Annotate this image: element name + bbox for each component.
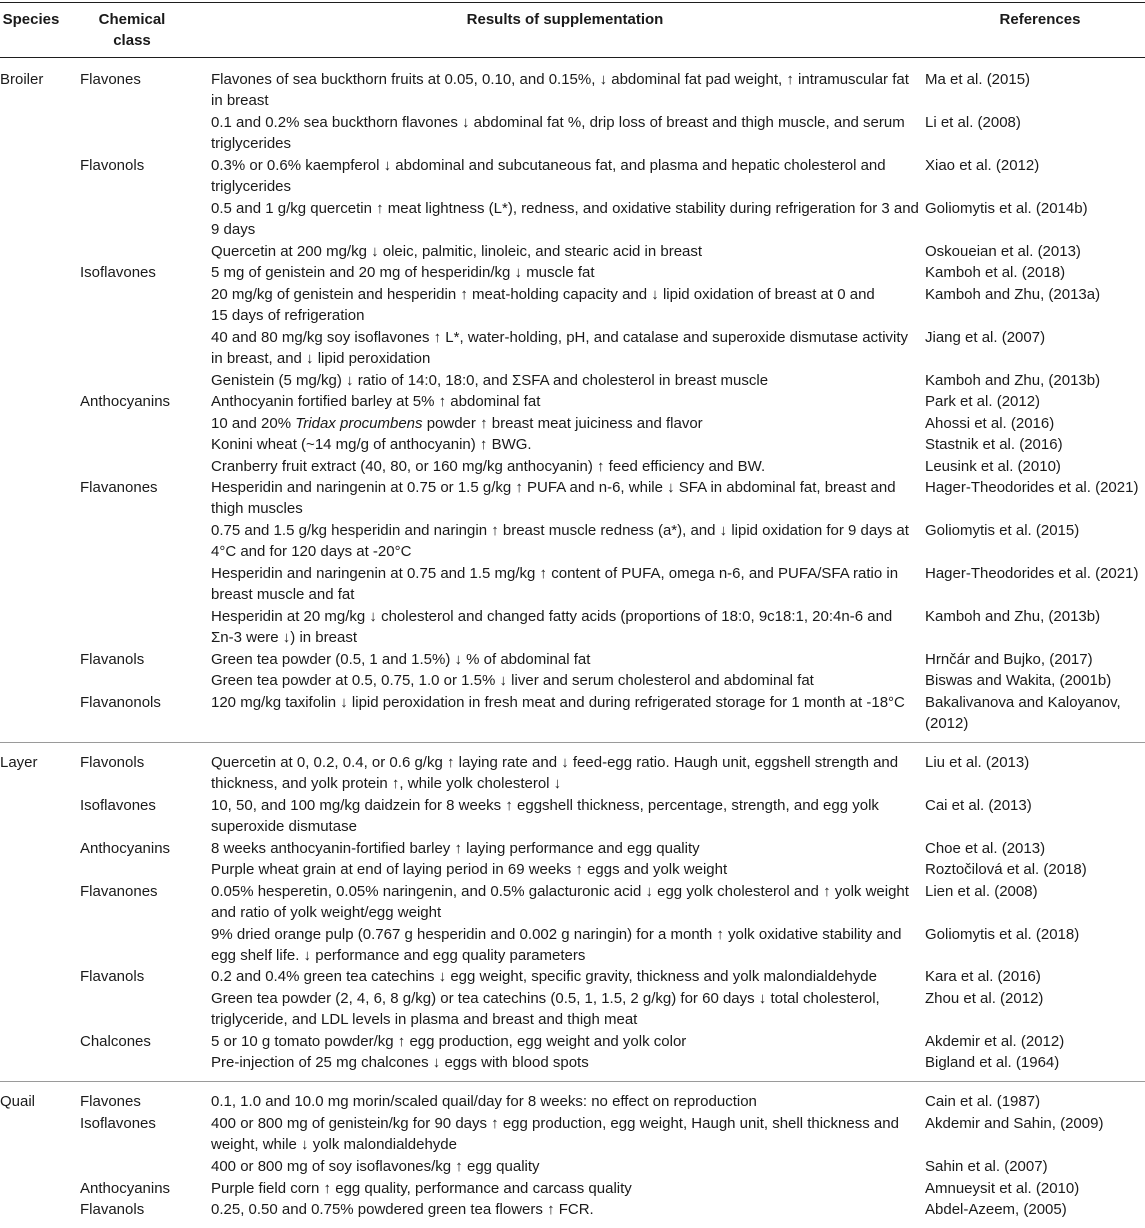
result-text-line: 40 and 80 mg/kg soy isoflavones ↑ L*, water-holding, pH, and catalase and superoxide dismutase activity (211, 329, 909, 346)
result-text-line: 5 or 10 g tomato powder/kg ↑ egg production, egg weight and yolk color (211, 1033, 687, 1050)
chemical-class-cell: Chalcones (80, 1033, 151, 1050)
result-text-line: Hesperidin and naringenin at 0.75 and 1.5 mg/kg ↑ content of PUFA, omega n-6, and PUFA/SFA ratio in (211, 565, 899, 582)
reference-cell: Goliomytis et al. (2015) (925, 522, 1080, 539)
species-separator-rule (0, 742, 1145, 743)
result-text-line: and ratio of yolk weight/egg weight (211, 904, 442, 922)
chemical-class-cell: Flavanols (80, 968, 145, 985)
result-text-line: superoxide dismutase (211, 818, 357, 836)
reference-cell: Hager-Theodorides et al. (2021) (925, 479, 1139, 496)
reference-cell: (2012) (925, 715, 969, 733)
reference-cell: Choe et al. (2013) (925, 840, 1046, 857)
result-text-line: Hesperidin at 20 mg/kg ↓ cholesterol and changed fatty acids (proportions of 18:0, 9c18:1, 20:4n-6 and (211, 608, 893, 625)
result-text-line: 4°C and for 120 days at -20°C (211, 543, 412, 561)
result-text-line: Σn-3 were ↓) in breast (211, 629, 357, 647)
chemical-class-cell: Flavonols (80, 754, 145, 771)
reference-cell: Oskoueian et al. (2013) (925, 243, 1081, 260)
result-text-line: in breast, and ↓ lipid peroxidation (211, 350, 431, 368)
result-text-line: triglycerides (211, 178, 292, 196)
result-text-line: Anthocyanin fortified barley at 5% ↑ abdominal fat (211, 393, 541, 410)
result-text-line: 0.25, 0.50 and 0.75% powdered green tea flowers ↑ FCR. (211, 1201, 594, 1218)
reference-cell: Park et al. (2012) (925, 393, 1041, 410)
result-text-line: egg shelf life. ↓ performance and egg quality parameters (211, 947, 586, 965)
result-text-line: 120 mg/kg taxifolin ↓ lipid peroxidation in fresh meat and during refrigerated storage for 1 month at -18°C (211, 694, 905, 711)
result-text-line: Pre-injection of 25 mg chalcones ↓ eggs with blood spots (211, 1054, 589, 1071)
reference-cell: Biswas and Wakita, (2001b) (925, 672, 1112, 689)
result-text-line: Konini wheat (~14 mg/g of anthocyanin) ↑ BWG. (211, 436, 532, 453)
reference-cell: Lien et al. (2008) (925, 883, 1038, 900)
result-text-line: 10 and 20% Tridax procumbens powder ↑ breast meat juiciness and flavor (211, 415, 703, 432)
result-text-line: 0.5 and 1 g/kg quercetin ↑ meat lightness (L*), redness, and oxidative stability during refrigeration for 3 and (211, 200, 919, 217)
reference-cell: Bigland et al. (1964) (925, 1054, 1060, 1071)
reference-cell: Stastnik et al. (2016) (925, 436, 1063, 453)
result-text-line: 400 or 800 mg of genistein/kg for 90 days ↑ egg production, egg weight, Haugh unit, shell thickness and (211, 1115, 899, 1132)
species-separator-rule (0, 1081, 1145, 1082)
chemical-class-cell: Anthocyanins (80, 840, 171, 857)
result-text-line: breast muscle and fat (211, 586, 355, 604)
reference-cell: Sahin et al. (2007) (925, 1158, 1048, 1175)
reference-cell: Ma et al. (2015) (925, 71, 1031, 88)
reference-cell: Cain et al. (1987) (925, 1093, 1041, 1110)
reference-cell: Akdemir and Sahin, (2009) (925, 1115, 1104, 1132)
result-text-line: 0.1 and 0.2% sea buckthorn flavones ↓ abdominal fat %, drip loss of breast and thigh muscle, and serum (211, 114, 905, 131)
result-text-line: thickness, and yolk protein ↑, while yolk cholesterol ↓ (211, 775, 562, 793)
reference-cell: Kamboh et al. (2018) (925, 264, 1066, 281)
result-text-line: Green tea powder (2, 4, 6, 8 g/kg) or tea catechins (0.5, 1, 1.5, 2 g/kg) for 60 days ↓ total cholesterol, (211, 990, 880, 1007)
result-text-line: Cranberry fruit extract (40, 80, or 160 mg/kg anthocyanin) ↑ feed efficiency and BW. (211, 458, 766, 475)
result-text-line: 0.1, 1.0 and 10.0 mg morin/scaled quail/day for 8 weeks: no effect on reproduction (211, 1093, 757, 1110)
reference-cell: Kamboh and Zhu, (2013b) (925, 608, 1101, 625)
result-text-line: Hesperidin and naringenin at 0.75 or 1.5 g/kg ↑ PUFA and n-6, while ↓ SFA in abdominal fat, breast and (211, 479, 896, 496)
chemical-class-cell: Flavanonols (80, 694, 161, 711)
result-text-line: 5 mg of genistein and 20 mg of hesperidin/kg ↓ muscle fat (211, 264, 595, 281)
table-top-rule (0, 2, 1145, 3)
header-bottom-rule (0, 57, 1145, 58)
result-text-line: in breast (211, 92, 269, 110)
result-text-line: 9 days (211, 221, 256, 239)
result-text-line: 0.3% or 0.6% kaempferol ↓ abdominal and subcutaneous fat, and plasma and hepatic cholesterol and (211, 157, 886, 174)
reference-cell: Xiao et al. (2012) (925, 157, 1040, 174)
result-text-line: Quercetin at 0, 0.2, 0.4, or 0.6 g/kg ↑ laying rate and ↓ feed-egg ratio. Haugh unit, eggshell strength and (211, 754, 899, 771)
chemical-class-cell: Flavones (80, 71, 141, 88)
result-text-line: Green tea powder (0.5, 1 and 1.5%) ↓ % of abdominal fat (211, 651, 591, 668)
result-text-line: 0.05% hesperetin, 0.05% naringenin, and 0.5% galacturonic acid ↓ egg yolk cholesterol and ↑ yolk weight (211, 883, 909, 900)
chemical-class-cell: Flavonols (80, 157, 145, 174)
result-text-line: 10, 50, and 100 mg/kg daidzein for 8 weeks ↑ eggshell thickness, percentage, strength, and egg yolk (211, 797, 879, 814)
chemical-class-cell: Flavanols (80, 651, 145, 668)
reference-cell: Kamboh and Zhu, (2013b) (925, 372, 1101, 389)
result-text-line: Flavones of sea buckthorn fruits at 0.05, 0.10, and 0.15%, ↓ abdominal fat pad weight, ↑ intramuscular fat (211, 71, 909, 88)
result-text-line: thigh muscles (211, 500, 303, 518)
header-results: Results of supplementation (466, 11, 664, 28)
result-text-line: weight, while ↓ yolk malondialdehyde (211, 1136, 457, 1154)
reference-cell: Ahossi et al. (2016) (925, 415, 1055, 432)
result-text-line: 8 weeks anthocyanin-fortified barley ↑ laying performance and egg quality (211, 840, 700, 857)
reference-cell: Goliomytis et al. (2014b) (925, 200, 1088, 217)
species-cell: Broiler (0, 71, 44, 88)
chemical-class-cell: Anthocyanins (80, 393, 171, 410)
result-text-line: Genistein (5 mg/kg) ↓ ratio of 14:0, 18:0, and ΣSFA and cholesterol in breast muscle (211, 372, 769, 389)
reference-cell: Bakalivanova and Kaloyanov, (925, 694, 1121, 711)
result-text-line: Green tea powder at 0.5, 0.75, 1.0 or 1.5% ↓ liver and serum cholesterol and abdominal fat (211, 672, 814, 689)
result-text-line: Purple field corn ↑ egg quality, performance and carcass quality (211, 1180, 632, 1197)
reference-cell: Kamboh and Zhu, (2013a) (925, 286, 1101, 303)
result-text-line: Purple wheat grain at end of laying period in 69 weeks ↑ eggs and yolk weight (211, 861, 728, 878)
header-class-line1: Chemical (98, 11, 166, 28)
reference-cell: Kara et al. (2016) (925, 968, 1041, 985)
result-text-line: 400 or 800 mg of soy isoflavones/kg ↑ egg quality (211, 1158, 540, 1175)
reference-cell: Roztočilová et al. (2018) (925, 861, 1087, 878)
reference-cell: Goliomytis et al. (2018) (925, 926, 1080, 943)
chemical-class-cell: Flavanols (80, 1201, 145, 1218)
reference-cell: Abdel-Azeem, (2005) (925, 1201, 1067, 1218)
reference-cell: Akdemir et al. (2012) (925, 1033, 1065, 1050)
header-species: Species (2, 11, 60, 28)
chemical-class-cell: Isoflavones (80, 797, 156, 814)
reference-cell: Leusink et al. (2010) (925, 458, 1061, 475)
reference-cell: Zhou et al. (2012) (925, 990, 1044, 1007)
chemical-class-cell: Flavanones (80, 883, 158, 900)
result-text-line: 15 days of refrigeration (211, 307, 365, 325)
header-references: References (999, 11, 1081, 28)
reference-cell: Amnueysit et al. (2010) (925, 1180, 1080, 1197)
header-class-line2: class (113, 32, 151, 49)
result-text-line: 0.2 and 0.4% green tea catechins ↓ egg weight, specific gravity, thickness and yolk malondialdehyde (211, 968, 877, 985)
reference-cell: Liu et al. (2013) (925, 754, 1030, 771)
reference-cell: Jiang et al. (2007) (925, 329, 1046, 346)
chemical-class-cell: Isoflavones (80, 1115, 156, 1132)
chemical-class-cell: Flavanones (80, 479, 158, 496)
reference-cell: Hrnčár and Bujko, (2017) (925, 651, 1093, 668)
chemical-class-cell: Isoflavones (80, 264, 156, 281)
reference-cell: Cai et al. (2013) (925, 797, 1032, 814)
result-text-line: triglycerides (211, 135, 292, 153)
species-cell: Layer (0, 754, 38, 771)
result-text-line: 20 mg/kg of genistein and hesperidin ↑ meat-holding capacity and ↓ lipid oxidation of breast at 0 and (211, 286, 875, 303)
species-cell: Quail (0, 1093, 36, 1110)
reference-cell: Li et al. (2008) (925, 114, 1021, 131)
result-text-line: Quercetin at 200 mg/kg ↓ oleic, palmitic, linoleic, and stearic acid in breast (211, 243, 703, 260)
result-text-line: 9% dried orange pulp (0.767 g hesperidin and 0.002 g naringin) for a month ↑ yolk oxidative stability and (211, 926, 902, 943)
chemical-class-cell: Flavones (80, 1093, 141, 1110)
reference-cell: Hager-Theodorides et al. (2021) (925, 565, 1139, 582)
result-text-line: 0.75 and 1.5 g/kg hesperidin and naringin ↑ breast muscle redness (a*), and ↓ lipid oxidation for 9 days at (211, 522, 909, 539)
chemical-class-cell: Anthocyanins (80, 1180, 171, 1197)
result-text-line: triglyceride, and LDL levels in plasma and breast and thigh meat (211, 1011, 638, 1029)
